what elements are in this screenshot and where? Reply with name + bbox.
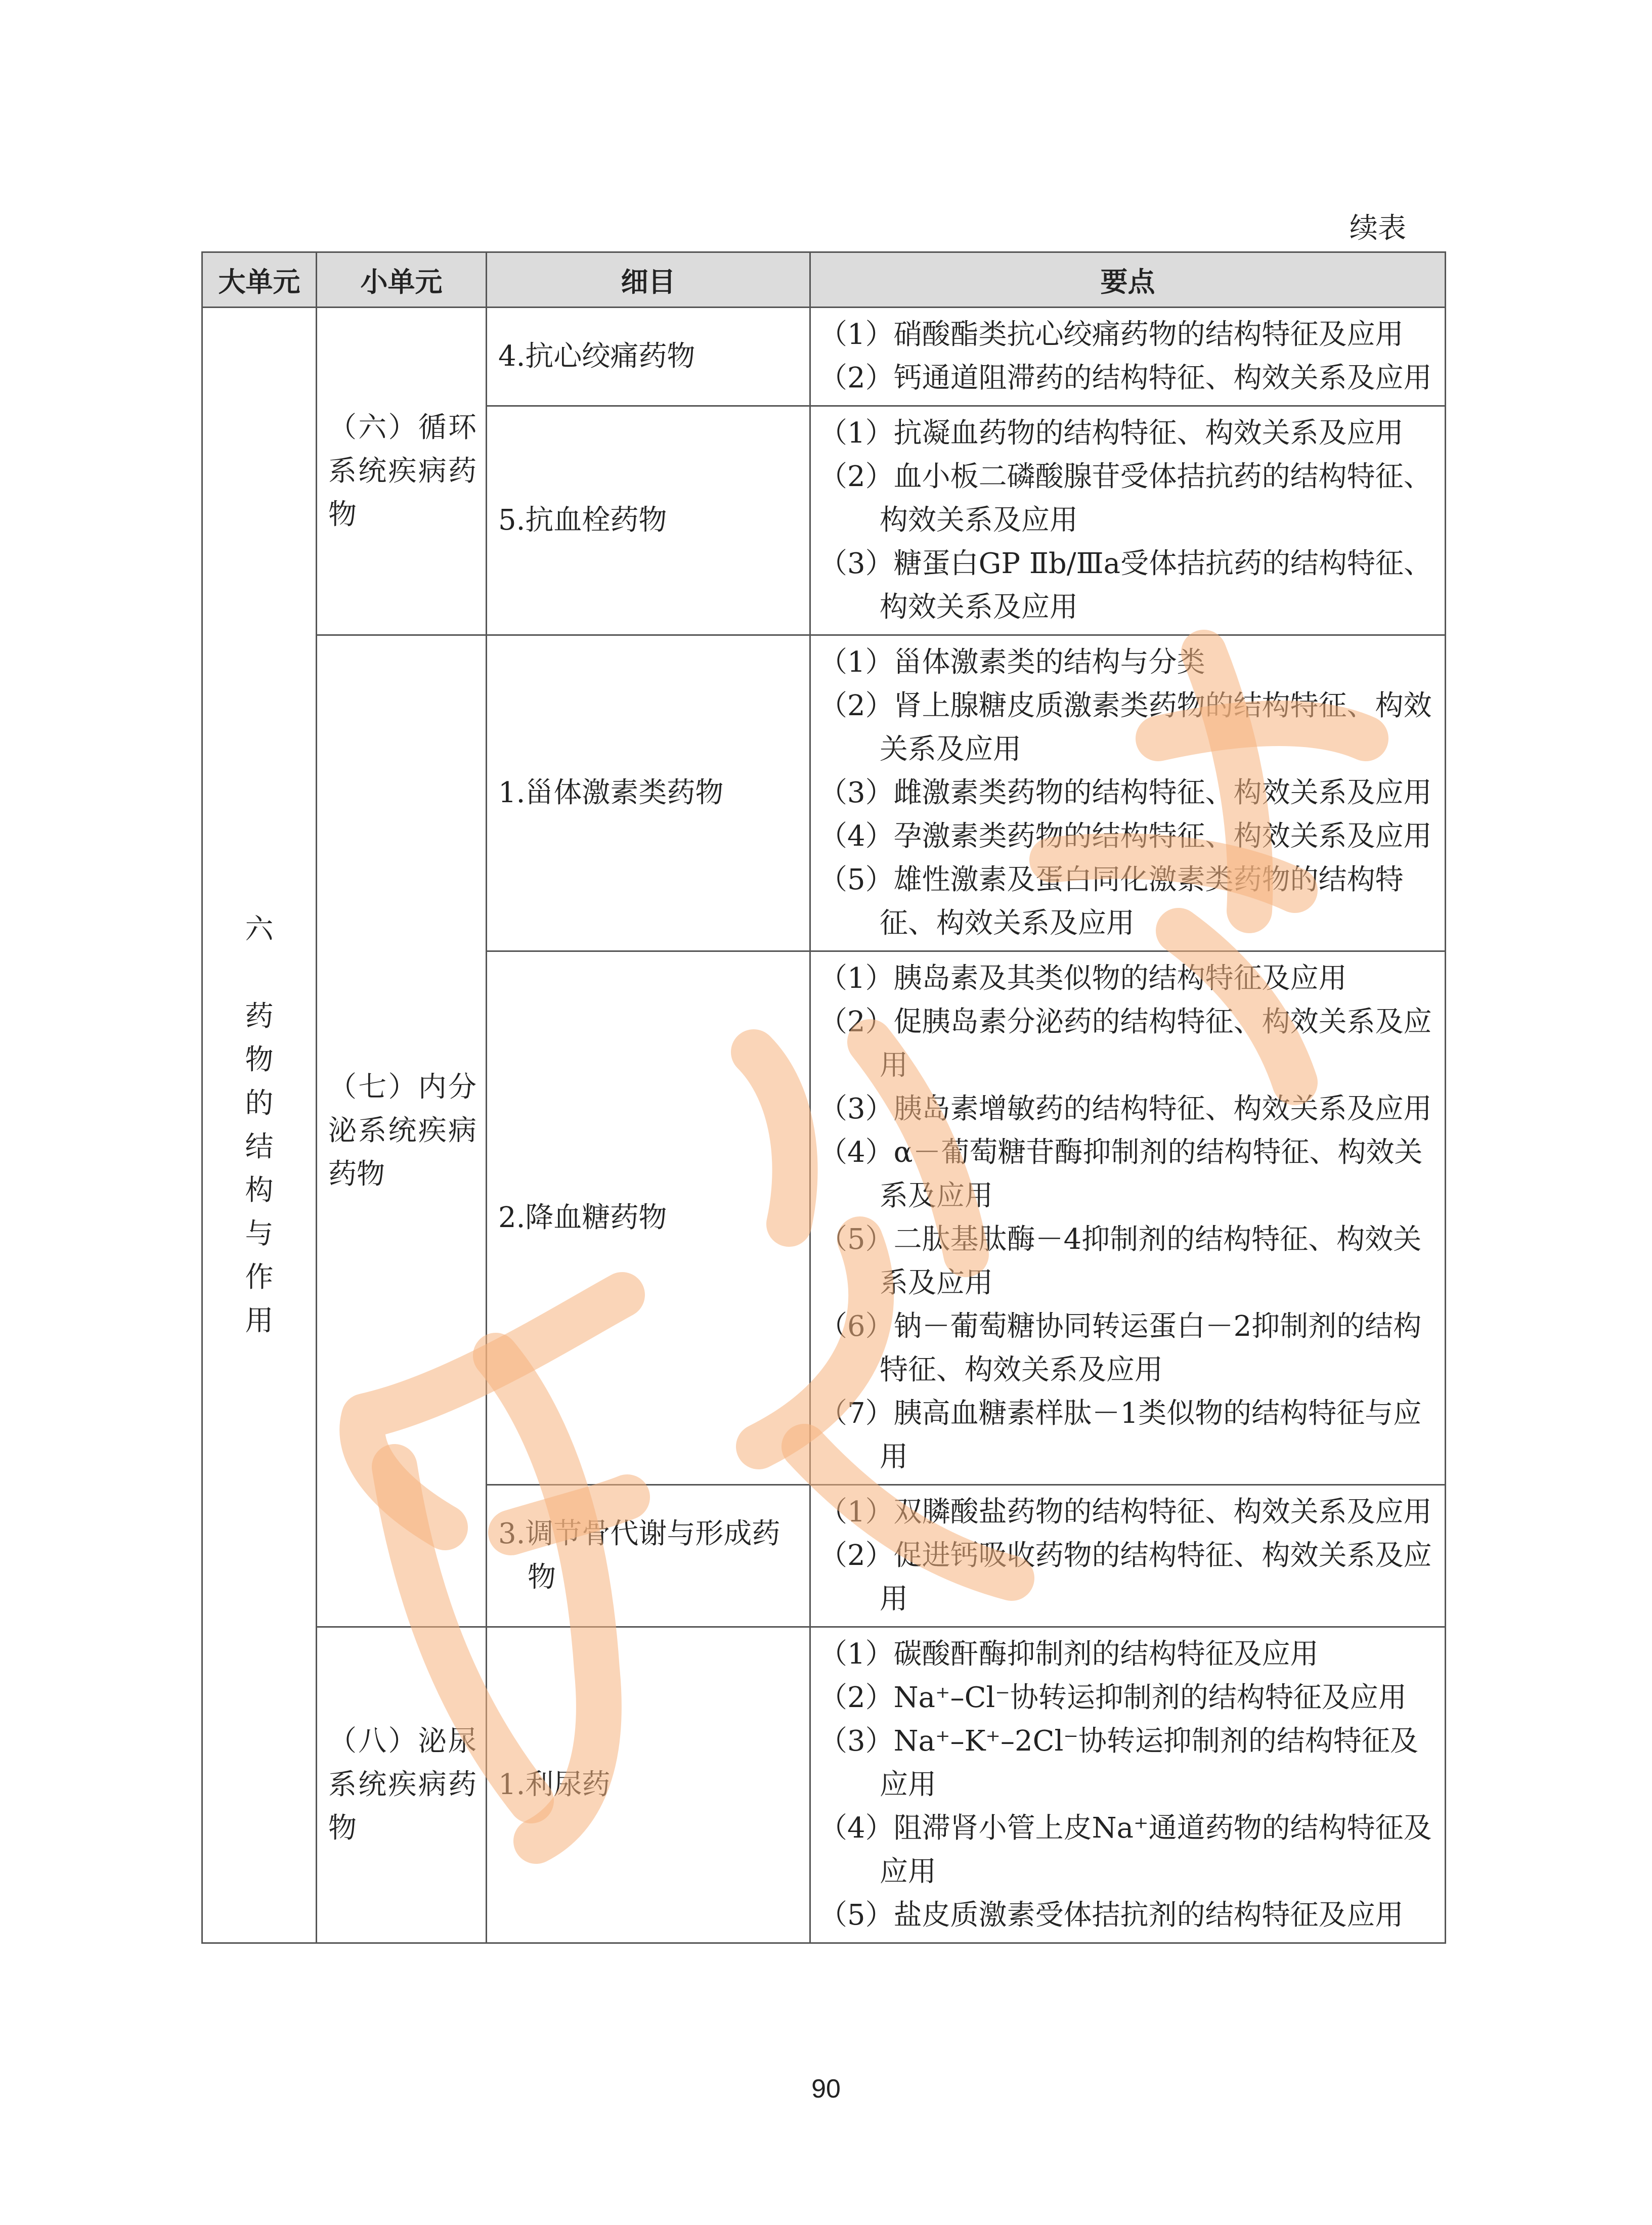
key-point: （4）阻滞肾小管上皮Na⁺通道药物的结构特征及应用 [819,1812,1432,1888]
continued-label: 续表 [1350,212,1406,245]
key-point: （5）二肽基肽酶－4抑制剂的结构特征、构效关系及应用 [819,1223,1422,1299]
key-point: （2）Na⁺–Cl⁻协转运抑制剂的结构特征及应用 [819,1681,1407,1714]
detail-antianginal: 4.抗心绞痛药物 [487,308,810,406]
major-unit-cell [202,308,317,1943]
key-points-cell [810,406,1446,635]
unit-title-char: 物 [245,1043,274,1076]
unit-title-char: 作 [245,1260,274,1294]
key-point: （3）糖蛋白GP Ⅱb/Ⅲa受体拮抗药的结构特征、构效关系及应用 [819,547,1432,624]
key-point: （2）血小板二磷酸腺苷受体拮抗药的结构特征、构效关系及应用 [819,460,1432,537]
key-points-cell [810,1485,1446,1627]
header-detail: 细目 [487,252,810,308]
key-points-cell [810,308,1446,406]
key-point: （2）促胰岛素分泌药的结构特征、构效关系及应用 [819,1006,1432,1082]
key-point: （5）雄性激素及蛋白同化激素类药物的结构特征、构效关系及应用 [819,863,1404,940]
key-point: （1）硝酸酯类抗心绞痛药物的结构特征及应用 [819,318,1404,351]
key-points-cell [810,1627,1446,1943]
key-point: （1）甾体激素类的结构与分类 [819,646,1205,679]
table-header-row [202,252,1446,308]
key-point: （3）雌激素类药物的结构特征、构效关系及应用 [819,776,1432,809]
header-sub-unit: 小单元 [317,252,487,308]
key-point: （7）胰高血糖素样肽－1类似物的结构特征与应用 [819,1397,1422,1473]
unit-title-char: 结 [245,1130,274,1163]
unit-number: 六 [245,912,274,946]
header-key-points: 要点 [810,252,1446,308]
unit-title-char: 药 [245,999,274,1033]
key-point: （2）促进钙吸收药物的结构特征、构效关系及应用 [819,1539,1432,1616]
key-point: （5）盐皮质激素受体拮抗剂的结构特征及应用 [819,1899,1404,1932]
sub-unit-circulatory: （六）循环系统疾病药物 [317,308,487,635]
key-point: （4）α－葡萄糖苷酶抑制剂的结构特征、构效关系及应用 [819,1136,1423,1212]
table-row [202,635,1446,951]
key-points-cell [810,951,1446,1485]
table-row [202,308,1446,406]
detail-diuretics: 1.利尿药 [487,1627,810,1943]
unit-title-char: 用 [245,1304,274,1337]
detail-bone-metabolism: 3.调节骨代谢与形成药物 [487,1485,810,1627]
key-point: （3）胰岛素增敏药的结构特征、构效关系及应用 [819,1093,1432,1125]
sub-unit-endocrine: （七）内分泌系统疾病药物 [317,635,487,1627]
unit-title-char: 的 [245,1086,274,1120]
key-point: （1）抗凝血药物的结构特征、构效关系及应用 [819,417,1404,450]
key-point: （1）双膦酸盐药物的结构特征、构效关系及应用 [819,1496,1432,1529]
key-point: （3）Na⁺–K⁺–2Cl⁻协转运抑制剂的结构特征及应用 [819,1725,1418,1801]
table-row [202,1627,1446,1943]
key-point: （2）钙通道阻滞药的结构特征、构效关系及应用 [819,362,1432,395]
detail-steroid-hormones: 1.甾体激素类药物 [487,635,810,951]
page-number: 90 [811,2074,841,2104]
key-point: （1）碳酸酐酶抑制剂的结构特征及应用 [819,1638,1319,1671]
syllabus-table [201,251,1446,1944]
key-point: （6）钠－葡萄糖协同转运蛋白－2抑制剂的结构特征、构效关系及应用 [819,1310,1422,1386]
key-point: （1）胰岛素及其类似物的结构特征及应用 [819,962,1347,995]
unit-title-char: 与 [245,1217,274,1250]
detail-hypoglycemic: 2.降血糖药物 [487,951,810,1485]
key-point: （2）肾上腺糖皮质激素类药物的结构特征、构效关系及应用 [819,689,1432,766]
detail-antithrombotic: 5.抗血栓药物 [487,406,810,635]
sub-unit-urinary: （八）泌尿系统疾病药物 [317,1627,487,1943]
key-points-cell [810,635,1446,951]
key-point: （4）孕激素类药物的结构特征、构效关系及应用 [819,820,1432,853]
unit-title-char: 构 [245,1173,274,1207]
header-major-unit: 大单元 [202,252,317,308]
